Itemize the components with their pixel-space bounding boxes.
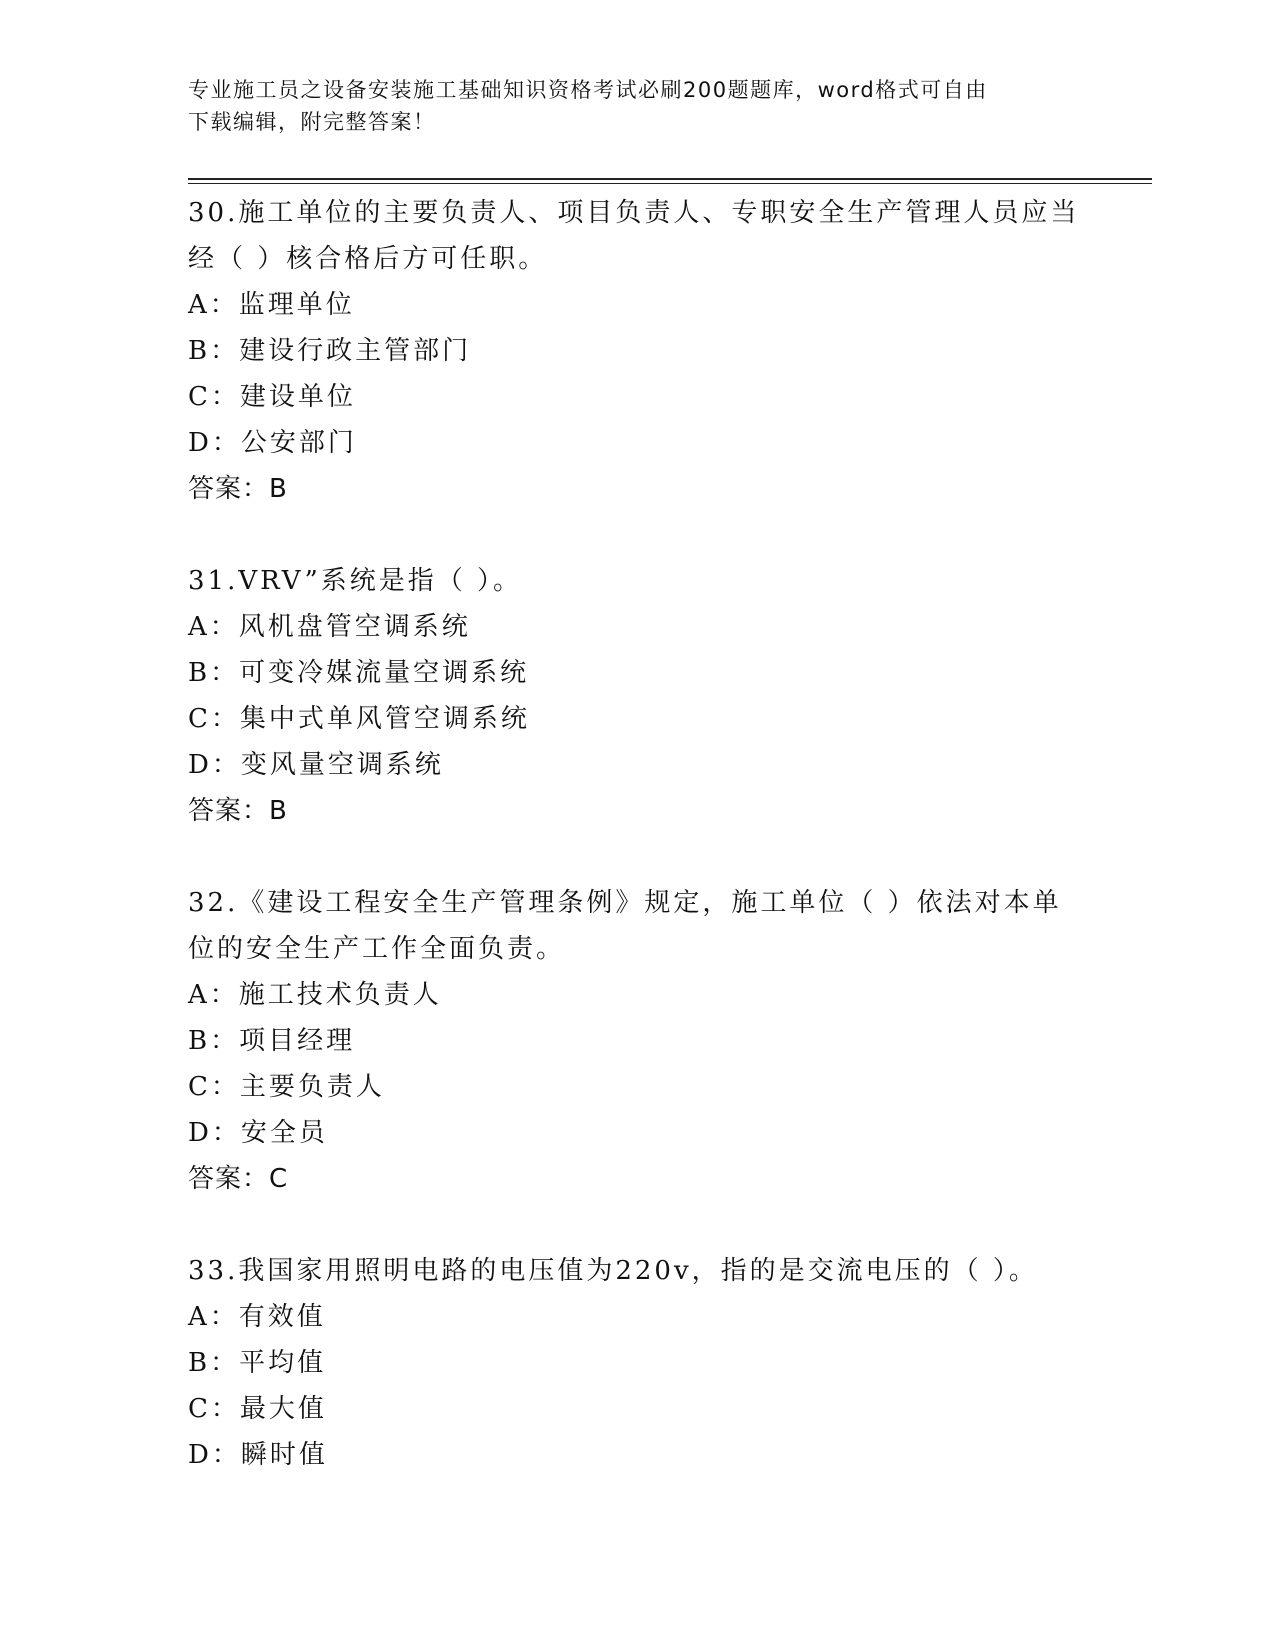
header-divider-thin xyxy=(188,183,1152,184)
document-header xyxy=(188,74,1068,138)
option-a: A：监理单位 xyxy=(188,290,355,320)
header-line-1: 专业施工员之设备安装施工基础知识资格考试必刷200题题库，word格式可自由 xyxy=(188,78,988,102)
question-stem: 32.《建设工程安全生产管理条例》规定，施工单位（ ）依法对本单 xyxy=(188,888,1062,918)
option-c: C：集中式单风管空调系统 xyxy=(188,704,530,734)
header-line-2: 下载编辑，附完整答案！ xyxy=(188,110,436,134)
option-b: B：建设行政主管部门 xyxy=(188,336,472,366)
option-c: C：主要负责人 xyxy=(188,1072,385,1102)
spacer xyxy=(188,1202,1088,1248)
option-c: C：最大值 xyxy=(188,1394,327,1424)
question-list xyxy=(188,190,1088,1478)
spacer xyxy=(188,834,1088,880)
question-31 xyxy=(188,558,1088,834)
question-32 xyxy=(188,880,1088,1202)
header-divider-thick xyxy=(188,178,1152,180)
question-stem-continued: 位的安全生产工作全面负责。 xyxy=(188,934,566,964)
option-a: A：施工技术负责人 xyxy=(188,980,442,1010)
option-d: D：公安部门 xyxy=(188,428,357,458)
option-d: D：安全员 xyxy=(188,1118,328,1148)
option-a: A：有效值 xyxy=(188,1302,326,1332)
question-stem-continued: 经（ ）核合格后方可任职。 xyxy=(188,244,548,274)
answer: 答案：B xyxy=(188,796,288,826)
answer: 答案：C xyxy=(188,1164,289,1194)
option-d: D：瞬时值 xyxy=(188,1440,328,1470)
option-b: B：项目经理 xyxy=(188,1026,356,1056)
question-30 xyxy=(188,190,1088,512)
question-33 xyxy=(188,1248,1088,1478)
option-a: A：风机盘管空调系统 xyxy=(188,612,471,642)
option-b: B：平均值 xyxy=(188,1348,327,1378)
spacer xyxy=(188,512,1088,558)
question-stem: 31.VRV”系统是指（ ）。 xyxy=(188,566,523,596)
option-d: D：变风量空调系统 xyxy=(188,750,444,780)
question-stem: 33.我国家用照明电路的电压值为220v，指的是交流电压的（ ）。 xyxy=(188,1256,1038,1286)
option-c: C：建设单位 xyxy=(188,382,356,412)
question-stem: 30.施工单位的主要负责人、项目负责人、专职安全生产管理人员应当 xyxy=(188,198,1080,228)
answer: 答案：B xyxy=(188,474,288,504)
option-b: B：可变冷媒流量空调系统 xyxy=(188,658,530,688)
